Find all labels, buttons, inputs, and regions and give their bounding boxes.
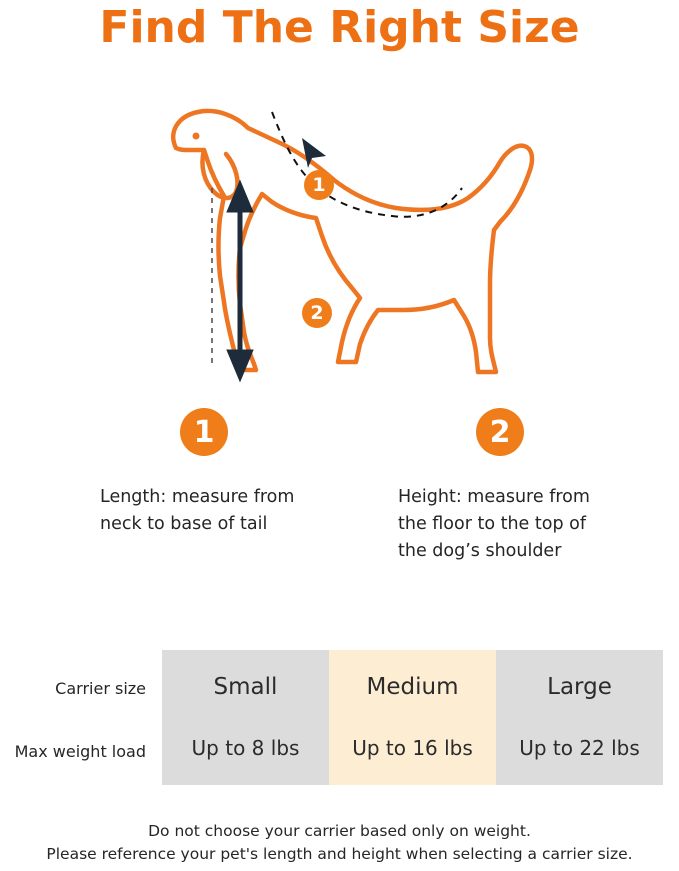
dog-measurement-diagram xyxy=(0,76,679,396)
cell-size-large: Large xyxy=(547,674,612,700)
legend-item-length xyxy=(100,408,350,538)
cell-size-medium: Medium xyxy=(366,674,459,700)
marker-1-badge: 1 xyxy=(304,170,334,200)
table-column-small xyxy=(162,650,329,785)
page-title: Find The Right Size xyxy=(99,2,580,53)
legend xyxy=(0,408,679,608)
table-column-medium xyxy=(329,650,496,785)
dog-outline-svg xyxy=(0,76,679,396)
legend-2-badge: 2 xyxy=(476,408,524,456)
marker-2-badge: 2 xyxy=(302,298,332,328)
cell-weight-small: Up to 8 lbs xyxy=(191,736,300,760)
table-cells xyxy=(162,650,663,785)
row-label-max-weight: Max weight load xyxy=(14,742,146,761)
table-column-large xyxy=(496,650,663,785)
footnote-line-1: Do not choose your carrier based only on weight. xyxy=(148,822,531,840)
footnote-line-2: Please reference your pet's length and height when selecting a carrier size. xyxy=(46,845,633,863)
legend-1-badge: 1 xyxy=(180,408,228,456)
legend-item-height xyxy=(398,408,648,565)
legend-1-text: Length: measure from neck to base of tail xyxy=(100,487,295,534)
cell-size-small: Small xyxy=(213,674,278,700)
cell-weight-large: Up to 22 lbs xyxy=(519,736,640,760)
legend-2-text: Height: measure from the floor to the top of the dog’s shoulder xyxy=(398,487,590,561)
footnote xyxy=(0,820,679,866)
row-label-carrier-size: Carrier size xyxy=(55,679,146,698)
cell-weight-medium: Up to 16 lbs xyxy=(352,736,473,760)
